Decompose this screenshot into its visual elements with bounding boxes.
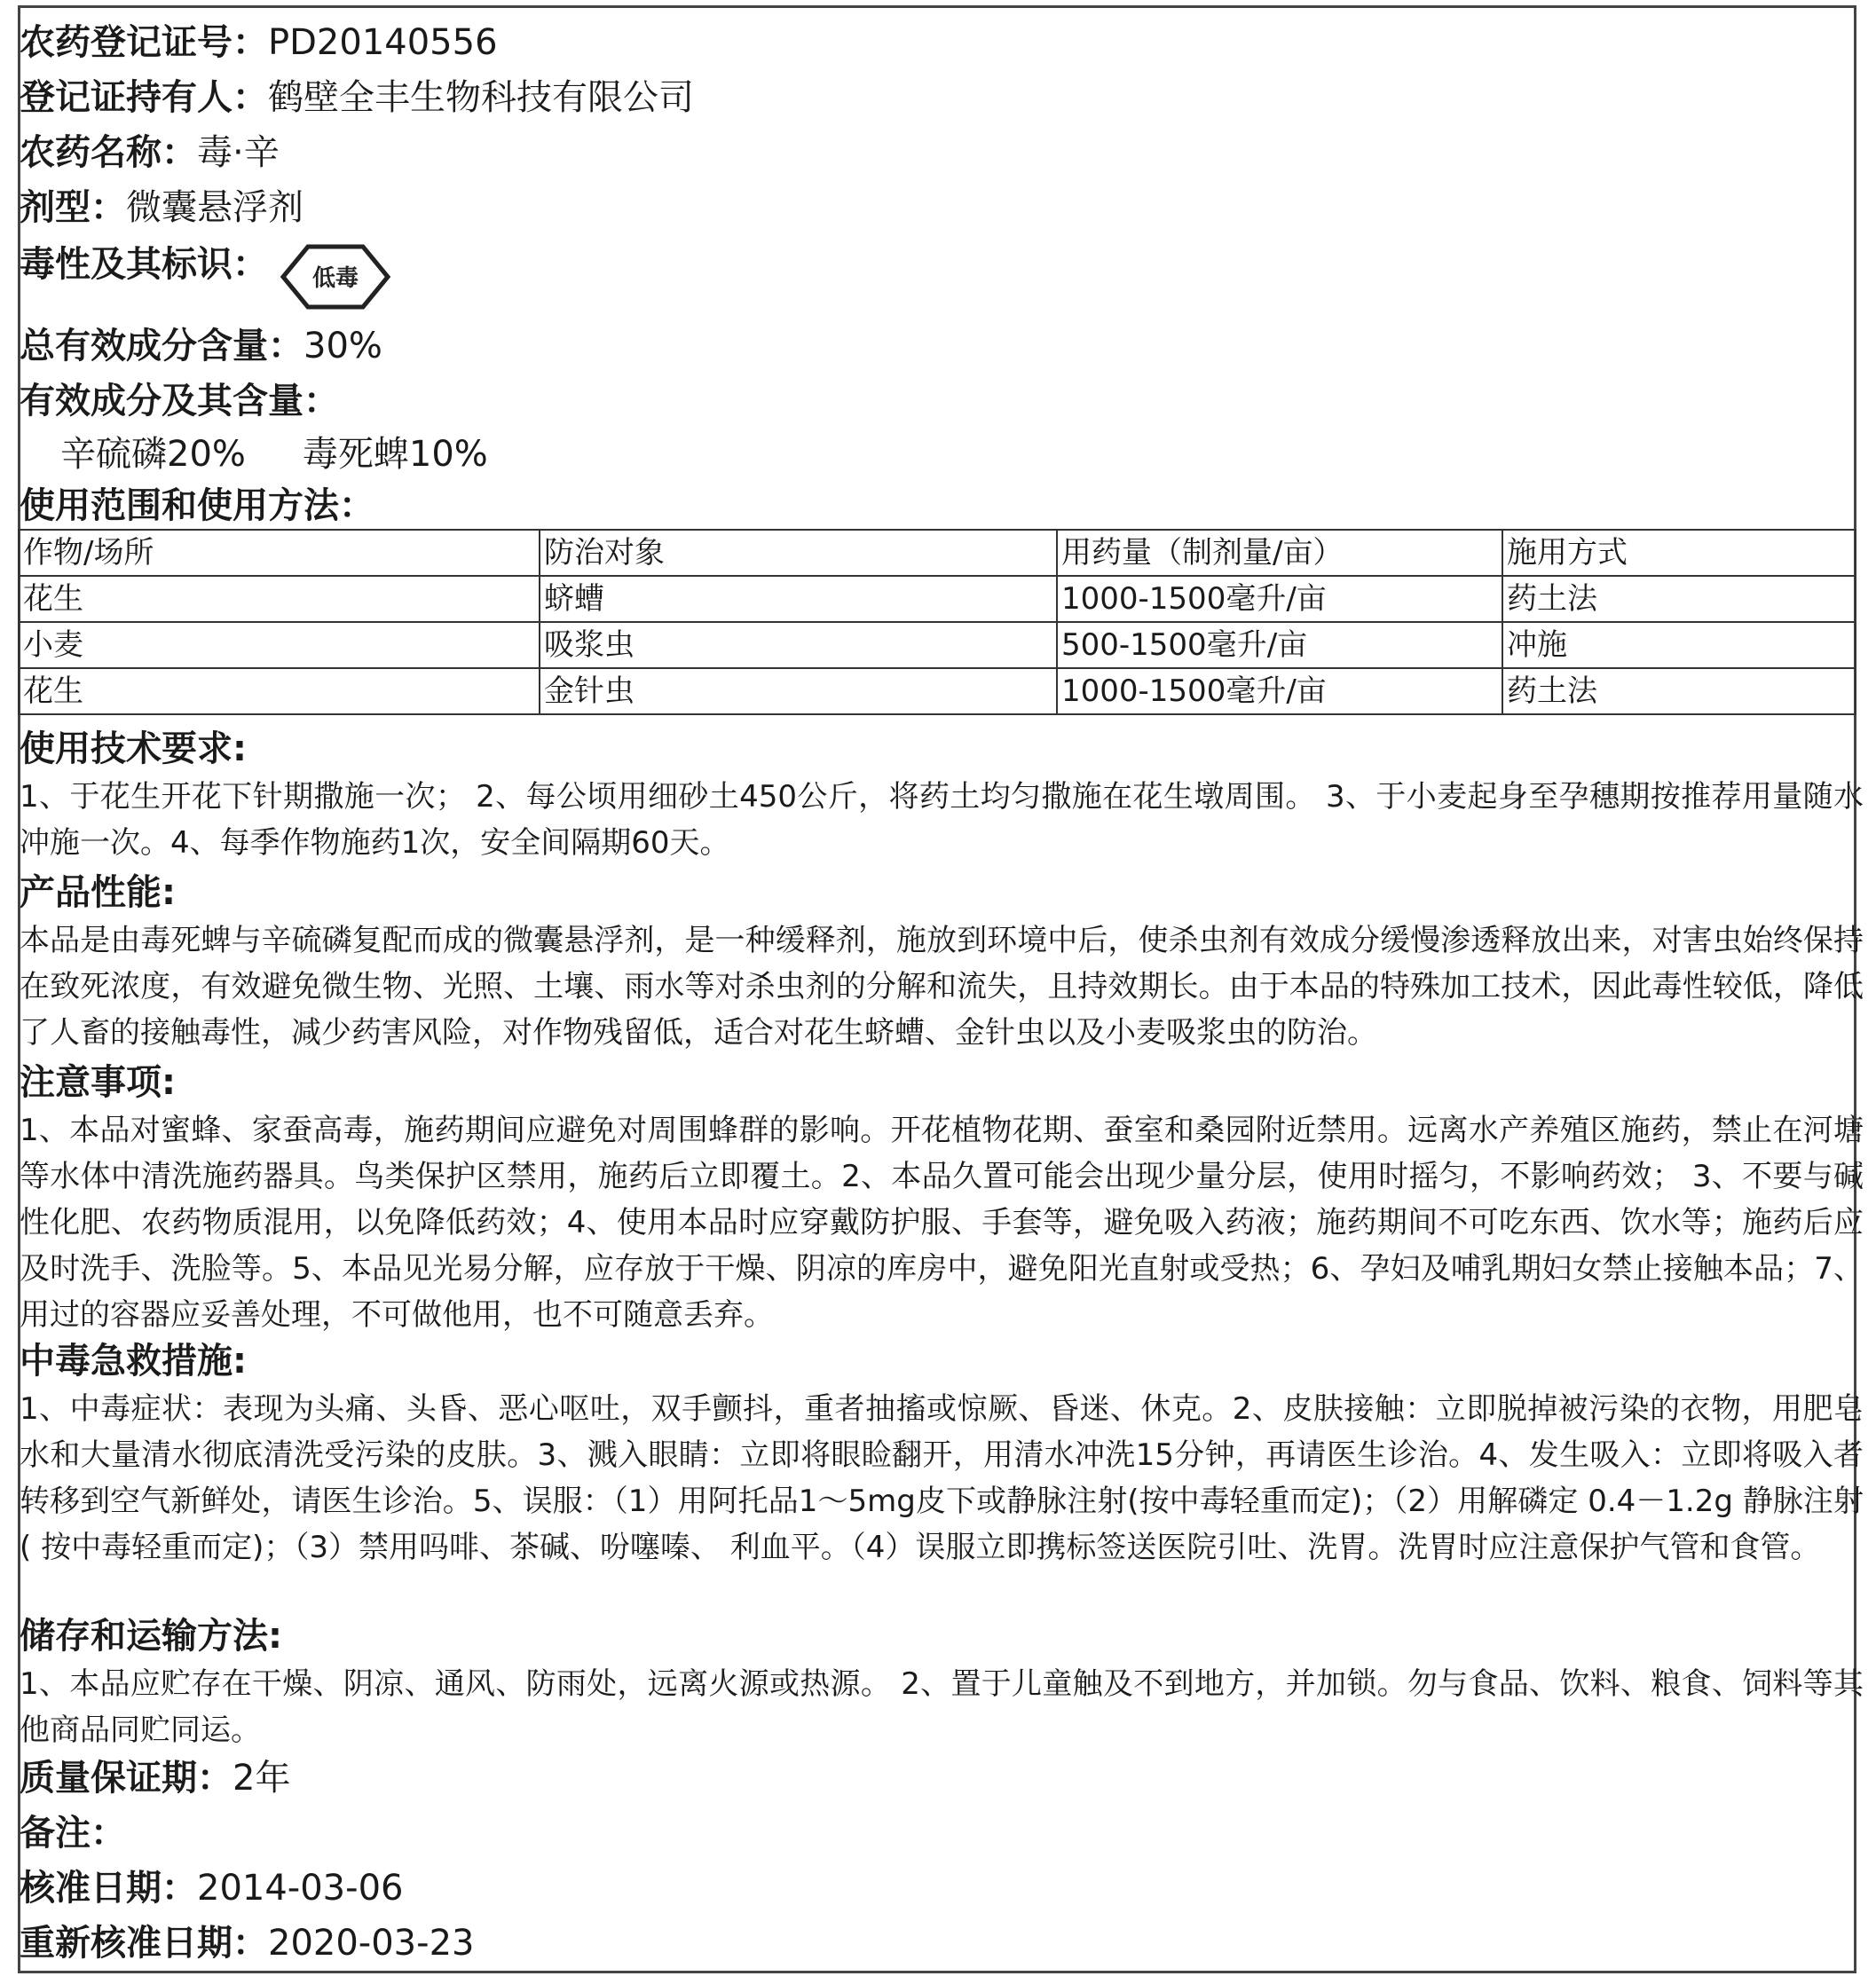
first-aid-heading: [20, 1336, 247, 1386]
reapproval-date-value: 2020-03-23: [268, 1923, 475, 1964]
usage-label: 使用范围和使用方法：: [20, 485, 374, 526]
shelf-life-line: [20, 1753, 290, 1803]
usage-heading: [20, 481, 374, 531]
approval-date-label: 核准日期：: [20, 1868, 197, 1909]
storage-text: 1、本品应贮存在干燥、阴凉、通风、防雨处，远离火源或热源。 2、置于儿童触及不到地方，并加锁。勿与食品、饮料、粮食、饲料等其他商品同贮同运。: [20, 1666, 1864, 1748]
toxicity-mark-text: 低毒: [311, 265, 359, 292]
ingredients-list: [60, 429, 488, 479]
first-aid-text: 1、中毒症状：表现为头痛、头昏、恶心呕吐，双手颤抖，重者抽搐或惊厥、昏迷、休克。2、皮肤接触：立即脱掉被污染的衣物，用肥皂水和大量清水彻底清洗受污染的皮肤。3、溅入眼睛：立即将眼睑翻开，用清水冲洗15分钟，再请医生诊治。4、发生吸入：立即将吸入者转移到空气新鲜处，请医生诊治。5、误服：（1）用阿托品1～5mg皮下或静脉注射(按中毒轻重而定)；（2）用解磷定 0.4－1.2g 静脉注射( 按中毒轻重而定)；（3）禁用吗啡、茶碱、吩噻嗪、 利血平。（4）误服立即携标签送医院引吐、洗胃。洗胃时应注意保护气管和食管。: [20, 1391, 1864, 1565]
ingredient-item: 毒死蜱10%: [302, 434, 488, 475]
table-row: [19, 576, 1856, 622]
formulation-label: 剂型：: [20, 187, 126, 228]
tech-text: 1、于花生开花下针期撒施一次； 2、每公顷用细砂土450公斤，将药土均匀撒施在花生墩周围。 3、于小麦起身至孕穗期按推荐用量随水冲施一次。4、每季作物施药1次，安全间隔期60天。: [20, 779, 1864, 861]
reg-no-value: PD20140556: [268, 22, 498, 63]
tech-heading: [20, 724, 247, 774]
name-value: 毒·辛: [197, 132, 280, 173]
table-header-cell: 用药量（制剂量/亩）: [1057, 530, 1502, 576]
table-header-cell: 防治对象: [540, 530, 1057, 576]
tech-label: 使用技术要求:: [20, 728, 247, 769]
first-aid-label: 中毒急救措施:: [20, 1341, 247, 1382]
table-header-cell: 作物/场所: [19, 530, 540, 576]
approval-date-value: 2014-03-06: [197, 1868, 404, 1909]
total-content-label: 总有效成分含量：: [20, 326, 303, 366]
toxicity-line: [20, 240, 268, 289]
cautions-label: 注意事项:: [20, 1062, 176, 1103]
ingredient-item: 辛硫磷20%: [60, 434, 246, 475]
reapproval-date-line: [20, 1918, 474, 1968]
shelf-life-label: 质量保证期：: [20, 1758, 233, 1799]
table-cell: 金针虫: [540, 668, 1057, 714]
reg-no-label: 农药登记证号：: [20, 22, 268, 63]
table-cell: 花生: [19, 576, 540, 622]
performance-heading: [20, 868, 176, 917]
table-cell: 小麦: [19, 622, 540, 668]
total-content-value: 30%: [303, 326, 382, 366]
reapproval-date-label: 重新核准日期：: [20, 1923, 268, 1964]
table-row: [19, 668, 1856, 714]
formulation-line: [20, 183, 303, 232]
cautions-text: 1、本品对蜜蜂、家蚕高毒，施药期间应避免对周围蜂群的影响。开花植物花期、蚕室和桑园附近禁用。远离水产养殖区施药，禁止在河塘等水体中清洗施药器具。鸟类保护区禁用，施药后立即覆土。2、本品久置可能会出现少量分层，使用时摇匀，不影响药效； 3、不要与碱性化肥、农药物质混用，以免降低药效；4、使用本品时应穿戴防护服、手套等，避免吸入药液；施药期间不可吃东西、饮水等；施药后应及时洗手、洗脸等。5、本品见光易分解，应存放于干燥、阴凉的库房中，避免阳光直射或受热；6、孕妇及哺乳期妇女禁止接触本品；7、用过的容器应妥善处理，不可做他用，也不可随意丢弃。: [20, 1113, 1864, 1333]
table-cell: 冲施: [1502, 622, 1856, 668]
table-header-cell: 施用方式: [1502, 530, 1856, 576]
shelf-life-value: 2年: [233, 1758, 291, 1799]
table-cell: 药土法: [1502, 576, 1856, 622]
name-line: [20, 128, 280, 177]
performance-text: 本品是由毒死蜱与辛硫磷复配而成的微囊悬浮剂，是一种缓释剂，施放到环境中后，使杀虫剂有效成分缓慢渗透释放出来，对害虫始终保持在致死浓度，有效避免微生物、光照、土壤、雨水等对杀虫剂的分解和流失，且持效期长。由于本品的特殊加工技术，因此毒性较低，降低了人畜的接触毒性，减少药害风险，对作物残留低，适合对花生蛴螬、金针虫以及小麦吸浆虫的防治。: [20, 923, 1864, 1051]
total-content-line: [20, 321, 382, 371]
table-row: [19, 622, 1856, 668]
holder-label: 登记证持有人：: [20, 77, 268, 118]
formulation-value: 微囊悬浮剂: [126, 187, 303, 228]
storage-heading: [20, 1611, 282, 1661]
approval-date-line: [20, 1863, 403, 1913]
usage-table: [18, 529, 1856, 715]
name-label: 农药名称：: [20, 132, 197, 173]
table-cell: 吸浆虫: [540, 622, 1057, 668]
table-cell: 药土法: [1502, 668, 1856, 714]
holder-line: [20, 73, 694, 122]
table-cell: 花生: [19, 668, 540, 714]
ingredients-label: 有效成分及其含量：: [20, 381, 339, 421]
remarks-label: 备注：: [20, 1813, 126, 1854]
table-cell: 500-1500毫升/亩: [1057, 622, 1502, 668]
performance-label: 产品性能:: [20, 872, 176, 913]
table-cell: 1000-1500毫升/亩: [1057, 576, 1502, 622]
toxicity-label: 毒性及其标识：: [20, 244, 268, 285]
low-toxicity-icon: [278, 238, 393, 316]
reg-no-line: [20, 18, 498, 67]
table-cell: 1000-1500毫升/亩: [1057, 668, 1502, 714]
cautions-heading: [20, 1058, 176, 1107]
storage-label: 储存和运输方法:: [20, 1616, 282, 1657]
table-cell: 蛴螬: [540, 576, 1057, 622]
holder-value: 鹤壁全丰生物科技有限公司: [268, 77, 694, 118]
table-header-row: [19, 530, 1856, 576]
ingredients-heading: [20, 376, 339, 426]
remarks-line: [20, 1808, 126, 1858]
